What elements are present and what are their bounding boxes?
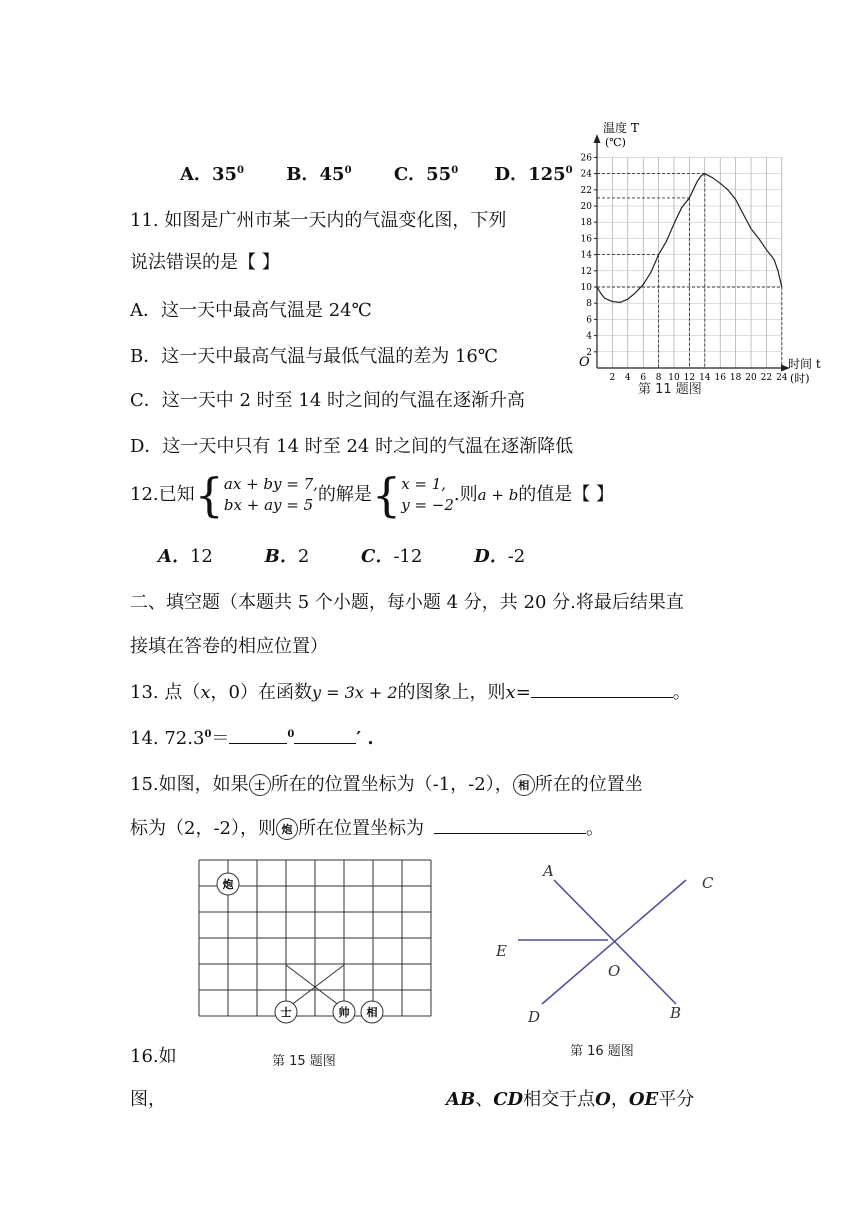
board-piece-shi xyxy=(275,1001,297,1023)
q12-system-1 xyxy=(224,474,318,516)
label-e: E xyxy=(496,942,507,960)
q12-options xyxy=(158,542,525,568)
q15-end: 。 xyxy=(586,818,604,839)
y-tick-label: 12 xyxy=(580,266,592,277)
x-axis-unit: (时) xyxy=(790,372,810,385)
y-tick-label: 4 xyxy=(586,331,592,342)
q12-option-d: D．-2 xyxy=(474,546,526,567)
q14-line xyxy=(130,724,374,750)
q12-brace-2: { xyxy=(371,468,402,522)
q13-line xyxy=(130,678,691,704)
q15-text-d: 标为（2，-2），则 xyxy=(130,818,276,839)
y-axis-label: 温度 T xyxy=(603,121,639,135)
q11-option-c: C．这一天中 2 时至 14 时之间的气温在逐渐升高 xyxy=(130,390,526,411)
x-tick-label: 6 xyxy=(640,373,647,383)
q12-system-2 xyxy=(401,474,454,516)
x-tick-label: 24 xyxy=(776,373,788,383)
y-axis-arrow xyxy=(594,134,601,143)
origin-label: O xyxy=(579,355,590,370)
q16-line1: 16.如 xyxy=(130,1046,177,1067)
q13-text-c: 的图象上，则 xyxy=(397,682,506,703)
x-tick-label: 8 xyxy=(655,373,662,383)
q10-option-c: C．$55^0$ xyxy=(393,164,459,185)
q15-text-e: 所在位置坐标为 xyxy=(298,818,424,839)
q14-text-a: 14. 72.3 xyxy=(130,728,205,749)
board-piece-pao xyxy=(217,873,239,895)
y-tick-label: 24 xyxy=(580,169,592,180)
svg-text:相: 相 xyxy=(366,1006,378,1019)
q13-end: 。 xyxy=(672,682,691,703)
q13-answer-blank[interactable] xyxy=(531,679,673,698)
x-tick-label: 18 xyxy=(729,373,742,383)
y-tick-label: 16 xyxy=(580,234,592,245)
q12-option-a: A．12 xyxy=(158,546,213,567)
label-d: D xyxy=(528,1008,541,1026)
q14-degree-sup2: 0 xyxy=(287,729,295,740)
q16-caption: 第 16 题图 xyxy=(570,1044,634,1059)
chart-gridlines xyxy=(597,157,782,368)
y-tick-label: 6 xyxy=(586,315,592,326)
x-tick-label: 20 xyxy=(745,373,757,383)
q14-minutes-blank[interactable] xyxy=(294,725,356,744)
label-c: C xyxy=(702,874,714,892)
q15-line1 xyxy=(130,770,643,796)
q11-option-b: B．这一天中最高气温与最低气温的差为 16℃ xyxy=(130,346,498,367)
intersecting-lines-figure xyxy=(488,856,728,1036)
x-tick-label: 10 xyxy=(668,373,680,383)
y-tick-label: 26 xyxy=(580,153,592,164)
q10-option-b: B．$45^0$ xyxy=(286,164,352,185)
y-axis-unit: (℃) xyxy=(605,136,626,149)
q14-degree-sup: 0 xyxy=(204,729,212,740)
q11-caption: 第 11 题图 xyxy=(638,382,702,397)
label-o: O xyxy=(608,962,621,980)
q12-suffix-b: 的值是【 】 xyxy=(518,484,615,505)
q11-option-d: D．这一天中只有 14 时至 24 时之间的气温在逐渐降低 xyxy=(130,436,574,457)
line-cd xyxy=(542,880,686,1004)
chart-ticks xyxy=(581,153,788,383)
q13-text-a: 13. 点（ xyxy=(130,682,201,703)
q12-option-c: C．-12 xyxy=(361,546,423,567)
temperature-chart xyxy=(575,116,840,386)
q15-text-b: 所在的位置坐标为（-1，-2）， xyxy=(270,774,513,795)
xiang-piece-icon: 相 xyxy=(513,774,535,796)
q12-brace-1: { xyxy=(194,468,224,522)
q13-text-b: ，0）在函数 xyxy=(210,682,312,703)
q13-var-x: x xyxy=(200,682,211,703)
q12-option-b: B．2 xyxy=(264,546,310,567)
q10-option-a: A．$35^0$ xyxy=(180,164,244,185)
q14-degrees-blank[interactable] xyxy=(229,725,287,744)
q12-eq1: ax + by = 7, xyxy=(223,475,318,493)
q15-text-c: 所在的位置坐 xyxy=(534,774,643,795)
q12-sol1: x = 1, xyxy=(401,475,447,493)
y-tick-label: 10 xyxy=(580,283,592,293)
q15-caption: 第 15 题图 xyxy=(272,1054,336,1069)
x-tick-label: 16 xyxy=(714,373,726,383)
q15-answer-blank[interactable] xyxy=(434,815,586,834)
y-tick-label: 14 xyxy=(580,250,592,261)
q12-eq2: bx + ay = 5 xyxy=(223,496,314,514)
svg-text:炮: 炮 xyxy=(222,878,234,891)
x-axis-label: 时间 t xyxy=(788,357,821,371)
x-tick-label: 2 xyxy=(609,373,616,383)
section2-line2: 接填在答卷的相应位置） xyxy=(130,636,328,657)
q11-line1: 11. 如图是广州市某一天内的气温变化图，下列 xyxy=(130,210,507,231)
svg-text:帅: 帅 xyxy=(338,1006,350,1019)
section2-line1: 二、填空题（本题共 5 个小题，每小题 4 分，共 20 分.将最后结果直 xyxy=(130,592,684,613)
svg-text:士: 士 xyxy=(280,1006,292,1019)
q12-mid: 的解是 xyxy=(317,484,372,505)
q11-line2: 说法错误的是【 】 xyxy=(130,252,280,273)
q12-suffix-a: .则 xyxy=(453,484,478,505)
q13-equals: = xyxy=(515,682,531,703)
y-tick-label: 20 xyxy=(580,202,592,212)
x-tick-label: 22 xyxy=(760,373,773,383)
board-piece-shuai xyxy=(333,1001,355,1023)
y-tick-label: 18 xyxy=(580,218,592,229)
y-tick-label: 8 xyxy=(586,299,592,310)
board-piece-xiang xyxy=(361,1001,383,1023)
label-b: B xyxy=(670,1004,682,1022)
pao-piece-icon: 炮 xyxy=(276,818,298,840)
x-tick-label: 12 xyxy=(683,373,696,383)
q12-sol2: y = −2 xyxy=(401,496,454,514)
q16-line2-left: 图， xyxy=(130,1089,166,1110)
q16-line2-right: AB、CD相交于点O，OE平分 xyxy=(446,1089,695,1110)
q10-options xyxy=(180,160,573,186)
q15-text-a: 15.如图，如果 xyxy=(130,774,249,795)
q14-equals: ＝ xyxy=(211,728,230,749)
q12-expr: a + b xyxy=(477,486,519,504)
x-tick-label: 4 xyxy=(624,373,631,383)
q13-function: y = 3x + 2 xyxy=(311,683,398,702)
y-tick-label: 22 xyxy=(580,185,592,196)
q11-option-a: A．这一天中最高气温是 24℃ xyxy=(130,300,372,321)
q12-prefix: 12.已知 xyxy=(130,484,195,505)
x-tick-label: 14 xyxy=(699,373,711,383)
shi-piece-icon: 士 xyxy=(249,774,271,796)
label-a: A xyxy=(543,862,554,880)
chess-board-figure xyxy=(190,852,445,1037)
q12-line xyxy=(130,470,614,520)
q10-option-d: D．$125^0$ xyxy=(494,164,573,185)
q13-var-x2: x xyxy=(505,682,516,703)
q15-line2 xyxy=(130,814,604,840)
y-tick-label: 2 xyxy=(586,347,592,358)
q14-minute-mark: ′ . xyxy=(356,728,374,749)
